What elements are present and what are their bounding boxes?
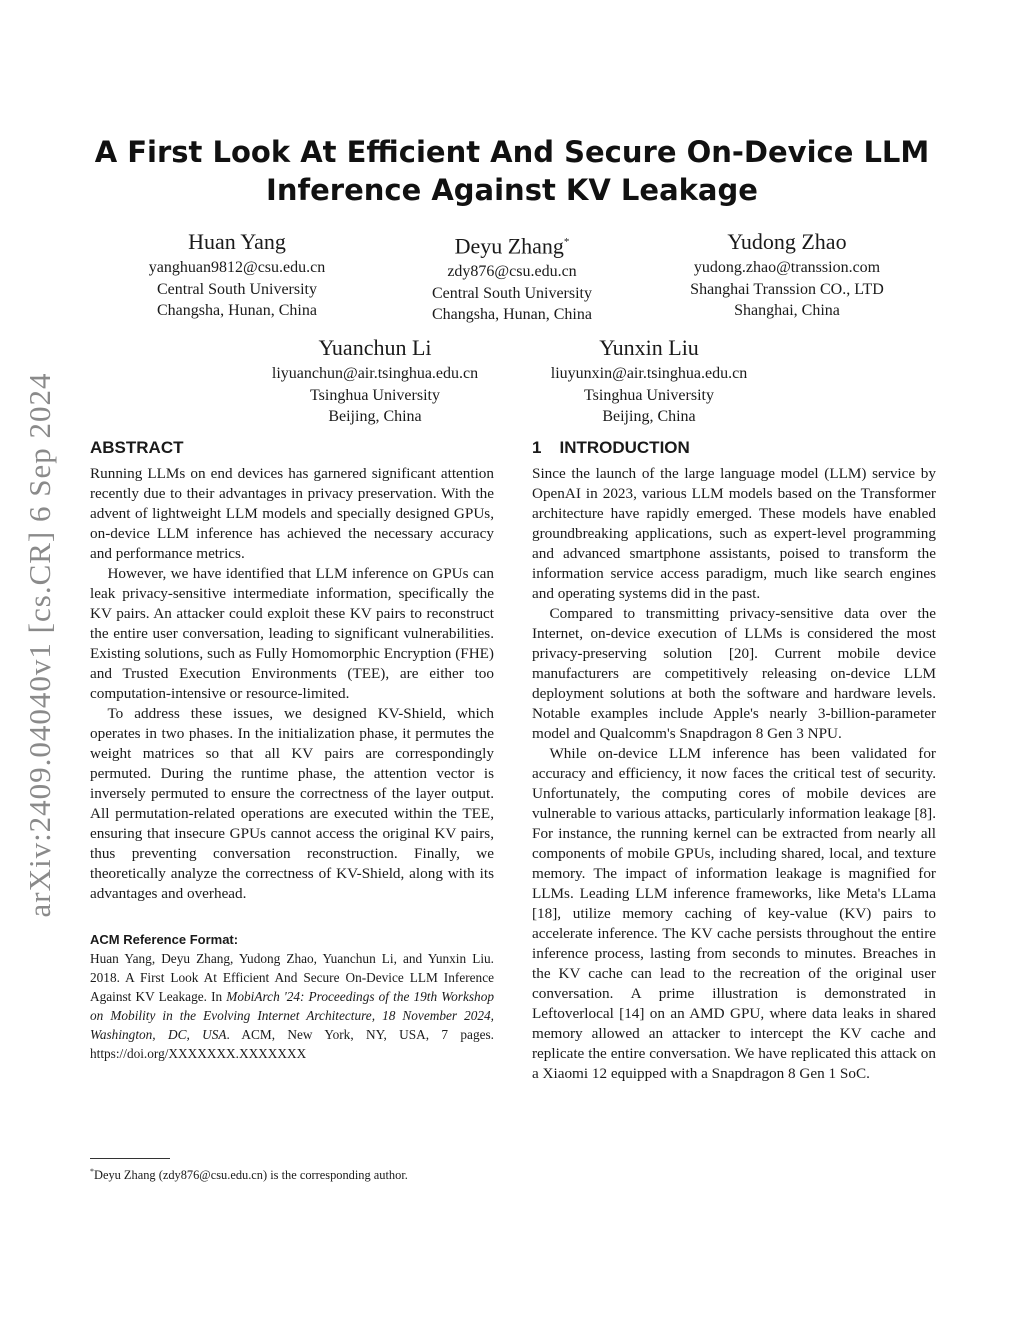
- author-name-line: [362, 227, 662, 261]
- right-column: [532, 436, 936, 1084]
- acm-reference: [90, 930, 494, 1063]
- author-block: [637, 227, 937, 322]
- footnote: [90, 1164, 590, 1183]
- author-location: Changsha, Hunan, China: [157, 302, 317, 319]
- author-block: [362, 227, 662, 326]
- introduction-paragraph: Since the launch of the large language model (LLM) service by OpenAI in 2023, various LLM models based on the Transformer architecture have rapidly emerged. These models have enabled groundbreaking applications, such as expert-level programming and advanced smartphone assistants, poised to transform the information service access paradigm, much like search engines and operating systems did in the past.: [532, 465, 936, 602]
- introduction-paragraph: Compared to transmitting privacy-sensitive data over the Internet, on-device execution of LLMs is considered the most privacy-preserving solution [20]. Current mobile device manufacturers are competitively releasing on-device LLM deployment solutions at both the software and hardware levels. Notable examples include Apple's nearly 3-billion-parameter model and Qualcomm's Snapdragon 8 Gen 3 NPU.: [532, 605, 936, 742]
- author-affiliation: Shanghai Transsion CO., LTD: [690, 280, 884, 298]
- footnote-mark: *: [90, 1167, 94, 1176]
- acm-reference-heading: ACM Reference Format:: [90, 932, 239, 947]
- author-name: Yunxin Liu: [599, 335, 699, 360]
- corresponding-author-mark: *: [563, 236, 570, 248]
- section-title: INTRODUCTION: [559, 438, 690, 457]
- author-affiliation: Central South University: [432, 284, 592, 302]
- paper-title: A First Look At Efficient And Secure On-Device LLM Inference Against KV Leakage: [94, 135, 930, 207]
- author-location: Beijing, China: [602, 408, 696, 425]
- author-email: liuyunxin@air.tsinghua.edu.cn: [550, 365, 748, 382]
- author-location: Beijing, China: [328, 408, 422, 425]
- author-email: liyuanchun@air.tsinghua.edu.cn: [271, 365, 479, 382]
- author-email: yanghuan9812@csu.edu.cn: [148, 259, 326, 276]
- introduction-heading: [532, 436, 936, 460]
- author-block: [225, 333, 525, 428]
- acm-reference-citation: Huan Yang, Deyu Zhang, Yudong Zhao, Yuanchun Li, and Yunxin Liu. 2018. A First Look At Efficient And Secure On-Device LLM Inference Against KV Leakage. In: [90, 951, 494, 1004]
- acm-reference-venue: MobiArch '24: Proceedings of the 19th Workshop on Mobility in the Evolving Internet Architecture, 18 November 2024, Washington, DC, USA: [90, 989, 494, 1042]
- author-name: Yudong Zhao: [727, 229, 847, 254]
- arxiv-stamp-text: arXiv:2409.04040v1 [cs.CR] 6 Sep 2024: [22, 372, 57, 918]
- author-block: [499, 333, 799, 428]
- author-affiliation: Tsinghua University: [310, 386, 440, 404]
- left-column: [90, 436, 494, 1063]
- author-email: yudong.zhao@transsion.com: [693, 259, 881, 276]
- abstract-paragraph: To address these issues, we designed KV-Shield, which operates in two phases. In the initialization phase, it permutes the weight matrices so that all KV pairs are correspondingly permuted. During the runtime phase, the attention vector is inversely permuted to ensure the correctness of the layer output. All permutation-related operations are executed within the TEE, ensuring that insecure GPUs cannot access the original KV pairs, thus preventing conversation reconstruction. Finally, we theoretically analyze the correctness of KV-Shield, along with its advantages and overhead.: [90, 705, 494, 902]
- author-name: Huan Yang: [188, 229, 286, 254]
- section-number: 1: [532, 438, 542, 457]
- footnote-rule: [90, 1158, 170, 1159]
- introduction-paragraph: While on-device LLM inference has been validated for accuracy and efficiency, it now faces the critical test of security. Unfortunately, the computing cores of mobile devices are vulnerable to various attacks, particularly information leakage [8]. For instance, the running kernel can be extracted from nearly all components of mobile GPUs, including shared, local, and texture memory. The impact of information leakage is magnified for LLMs. Leading LLM inference frameworks, like Meta's LLama [18], utilize memory caching of key-value (KV) pairs to accelerate inference. The KV cache persists throughout the entire inference process, lasting from seconds to minutes. Breaches in the KV cache can lead to the recreation of the original user conversation. A prime illustration is demonstrated in Leftoverlocal [14] on an AMD GPU, where data leaks in shared memory allowed an attacker to intercept the KV cache and replicate the entire conversation. We have replicated this attack on a Xiaomi 12 equipped with a Snapdragon 8 Gen 1 SoC.: [532, 745, 936, 1082]
- author-name: Deyu Zhang: [454, 233, 564, 259]
- author-block: [87, 227, 387, 322]
- abstract-heading: ABSTRACT: [90, 438, 184, 457]
- acm-reference-text: [90, 949, 494, 1063]
- abstract-paragraph: Running LLMs on end devices has garnered significant attention recently due to their advantages in privacy preservation. With the advent of lightweight LLM models and specially designed GPUs, on-device LLM inference has achieved the necessary accuracy and performance metrics.: [90, 465, 494, 562]
- author-location: Changsha, Hunan, China: [432, 306, 592, 324]
- footnote-text: Deyu Zhang (zdy876@csu.edu.cn) is the corresponding author.: [94, 1168, 408, 1183]
- author-location: Shanghai, China: [734, 302, 840, 319]
- acm-reference-publisher: . ACM, New York, NY, USA, 7 pages. https://doi.org/XXXXXXX.XXXXXXX: [90, 1027, 494, 1061]
- author-affiliation: Central South University: [157, 280, 317, 298]
- abstract-paragraph: However, we have identified that LLM inference on GPUs can leak privacy-sensitive intermediate information, specifically the KV pairs. An attacker could exploit these KV pairs to reconstruct the entire user conversation, leading to significant vulnerabilities. Existing solutions, such as Fully Homomorphic Encryption (FHE) and Trusted Execution Environments (TEE), are either too computation-intensive or resource-limited.: [90, 565, 494, 702]
- arxiv-stamp: [0, 360, 80, 930]
- author-affiliation: Tsinghua University: [584, 386, 714, 404]
- author-name: Yuanchun Li: [318, 335, 432, 360]
- author-email: zdy876@csu.edu.cn: [447, 263, 577, 281]
